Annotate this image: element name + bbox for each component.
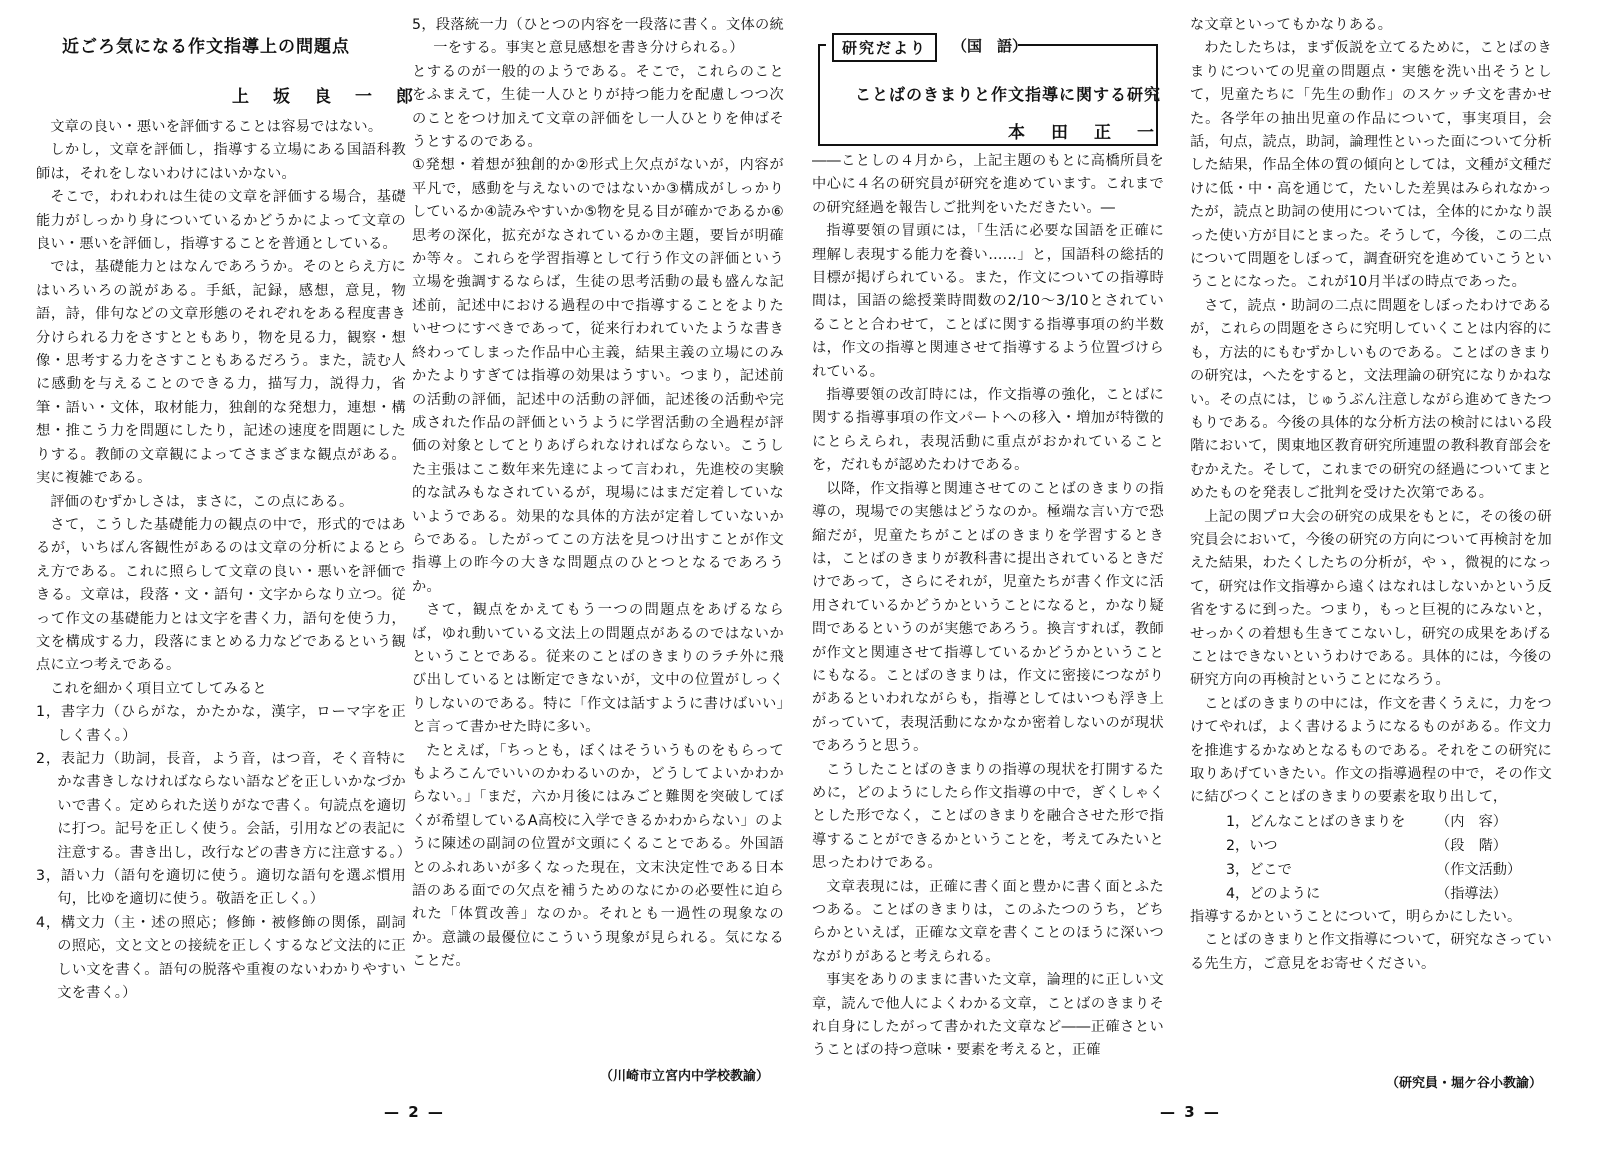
right-article-title: ことばのきまりと作文指導に関する研究	[855, 85, 1162, 104]
paragraph: 文章表現には，正確に書く面と豊かに書く面とふたつある。ことばのきまりは，このふたつのうち，どちらかといえば，正確な文章を書くことのほうに深いつながりがあると考えられる。	[812, 878, 1164, 965]
list-item: 4，構文力（主・述の照応；修飾・被修飾の関係，副詞の照応，文と文との接続を正しくするなど文法的に正しい文を書く。語句の脱落や重複のないわかりやすい文を書く。）	[36, 914, 406, 1002]
list-item-label: 2，いつ	[1226, 837, 1278, 854]
list-item: 3，語い力（語句を適切に使う。適切な語句を選ぶ慣用句，比ゆを適切に使う。敬語を正しく。）	[36, 868, 406, 908]
right-author-affiliation: （研究員・堀ケ谷小教諭）	[1386, 1076, 1543, 1091]
paragraph: さて，読点・助詞の二点に問題をしぼったわけであるが，これらの問題をさらに究明していくことは内容的にも，方法的にもむずかしいものである。ことばのきまりの研究は，へたをすると，文法理論の研究になりかねない。その点には，じゅうぶん注意しながら進めてきたつもりである。今後の具体的な分析方法の検討にはいる段階において，関東地区教育研究所連盟の教科教育部会をむかえた。そして，これまでの研究の経過についてまとめたものを発表しご批判を受けた次第である。	[1190, 297, 1552, 502]
left-column-2	[412, 14, 784, 974]
list-item-tag: （指導法）	[1436, 885, 1507, 902]
paragraph: 指導要領の改訂時には，作文指導の強化，ことばに関する指導事項の作文パートへの移入・増加が特徴的にとらえられ，表現活動に重点がおかれていることを，だれもが認めたわけである。	[812, 387, 1164, 474]
page-number: — 2 —	[384, 1103, 445, 1121]
list-item: 2，表記力（助詞，長音，よう音，はつ音，そく音特にかな書きしなければならない語などを正しいかなづかいで書く。定められた送りがなで書く。句読点を適切に打つ。記号を正しく使う。会話，引用などの表記に注意する。書き出し，改行などの書き方に注意する。）	[36, 750, 412, 861]
list-item	[1190, 810, 1552, 834]
list-item-label: 1，どんなことばのきまりを	[1226, 813, 1406, 830]
list-item-tag: （作文活動）	[1436, 861, 1522, 878]
list-item: 1，書字力（ひらがな，かたかな，漢字，ローマ字を正しく書く。）	[36, 704, 406, 744]
paragraph: こうしたことばのきまりの指導の現状を打開するために，どのようにしたら作文指導の中で，ぎくしゃくとした形でなく，ことばのきまりを融合させた形で指導することができるかということを，考えてみたいと思ったわけである。	[812, 761, 1164, 872]
paragraph: 文章の良い・悪いを評価することは容易ではない。	[50, 119, 383, 135]
paragraph: 上記の関プロ大会の研究の成果をもとに，その後の研究員会において，今後の研究の方向について再検討を加えた結果，わたくしたちの分析が，やゝ，微視的になって，研究は作文指導から遠くはなれはしないかという反省をするに到った。つまり，もっと巨視的にみないと，せっかくの着想も生きてこないし，研究の成果をあげることはできないというわけである。具体的には，今後の研究方向の再検討ということになろう。	[1190, 508, 1552, 689]
right-column-2	[1190, 14, 1552, 976]
paragraph: では，基礎能力とはなんであろうか。そのとらえ方にはいろいろの説がある。手紙，記録，感想，意見，物語，詩，俳句などの文章形態のそれぞれをある程度書き分けられる力をさすとともあり，物を見る力，観察・想像・思考する力をさすこともあるだろう。また，読む人に感動を与えることのできる力，描写力，説得力，省筆・語い・文体，取材能力，独創的な発想力，連想・構想・推こう力を問題にしたり，記述の速度を問題にしたりする。教師の文章観によってさまざまな観点がある。実に複雑である。	[36, 259, 406, 487]
paragraph: たとえば，「ちっとも，ぼくはそういうものをもらってもよろこんでいいのかわるいのか，どうしてよいかわからない。」「まだ，六か月後にはみごと難関を突破してぼくが希望しているA高校に入学できるかわからない」のように陳述の副詞の位置が文頭にくることである。外国語とのふれあいが多くなった現在，文末決定性である日本語のある面での欠点を補うためのなにかの必要性に迫られた「体質改善」なのか。それとも一過性の現象なのか。意識の最優位にこういう現象が見られる。気になることだ。	[412, 742, 784, 970]
list-item-label: 4，どのように	[1226, 885, 1321, 902]
paragraph: ことばのきまりと作文指導について，研究なさっている先生方，ご意見をお寄せください。	[1190, 932, 1552, 972]
list-item	[1190, 834, 1552, 858]
section-subject: （国 語）	[952, 37, 1028, 55]
paragraph: 評価のむずかしさは，まさに，この点にある。	[50, 493, 354, 510]
paragraph: さて，観点をかえてもう一つの問題点をあげるならば，ゆれ動いている文法上の問題点があるのではないかということである。従来のことばのきまりのラチ外に飛び出しているとは断定できないが，文中の位置がしっくりしないのである。特に「作文は話すように書けばいい」と言って書かせた時に多い。	[412, 602, 784, 736]
list-item	[1190, 858, 1552, 882]
paragraph: ことばのきまりの中には，作文を書くうえに，力をつけてやれば，よく書けるようになるものがある。作文力を推進するかなめとなるものである。それをこの研究に取りあげていきたい。作文の指導過程の中で，その作文に結びつくことばのきまりの要素を取り出して，	[1190, 695, 1552, 806]
list-item-tag: （段 階）	[1436, 837, 1507, 854]
left-article-author: 上坂良一郎	[232, 87, 437, 107]
paragraph: 指導するかということについて，明らかにしたい。	[1190, 908, 1522, 925]
right-column-1	[812, 150, 1164, 1063]
paragraph: な文章といってもかなりある。	[1190, 17, 1393, 33]
paragraph: これを細かく項目立てしてみると	[50, 680, 267, 697]
paragraph: 事実をありのままに書いた文章，論理的に正しい文章，読んで他人によくわかる文章，ことばのきまりそれ自身にしたがって書かれた文章など――正確さということばの持つ意味・要素を考えると，正確	[812, 972, 1164, 1059]
paragraph: わたしたちは，まず仮説を立てるために，ことばのきまりについての児童の問題点・実態を洗い出そうとして，児童たちに「先生の動作」のスケッチ文を書かせた。各学年の抽出児童の作品について，事実項目，会話，句点，読点，助詞，論理性といった面について分析した結果，作品全体の質の傾向としては，文種が文種だけに低・中・高を通じて，たいした差異はみられなかったが，読点と助詞の使用については，全体的にかなり誤った使い方が目にとまった。そうして，今後，この二点について問題をしぼって，調査研究を進めていこうということになった。これが10月半ばの時点であった。	[1190, 40, 1552, 291]
paragraph: 指導要領の冒頭には，「生活に必要な国語を正確に理解し表現する能力を養い……」と，国語科の総括的目標が掲げられている。また，作文についての指導時間は，国語の総授業時間数の2/10〜3/10とされていることと合わせて，ことばに関する指導事項の約半数は，作文の指導と関連させて指導するよう位置づけられている。	[812, 223, 1164, 380]
paragraph: しかし，文章を評価し，指導する立場にある国語科教師は，それをしないわけにはいかない。	[36, 142, 406, 182]
paragraph: とするのが一般的のようである。そこで，これらのことをふまえて，生徒一人ひとりが持つ能力を配慮しつつ次のことをつけ加えて文章の評価をし一人ひとりを伸ばそうとするのである。	[412, 63, 784, 151]
paragraph: 以降，作文指導と関連させてのことばのきまりの指導の，現場での実態はどうなのか。極端な言い方で恐縮だが，児童たちがことばのきまりを学習するときは，ことばのきまりが教科書に提出されているときだけであって，さらにそれが，児童たちが書く作文に活用されているかどうかということになると，かなり疑問であるというのが実態であろう。換言すれば，教師が作文と関連させて指導しているかどうかということにもなる。ことばのきまりは，作文に密接につながりがあるといわれながらも，指導としてはいつも浮き上がっていて，表現活動になかなか密着しないのが現状であろうと思う。	[812, 480, 1164, 755]
section-badge: 研究だより	[832, 33, 937, 62]
right-article-author: 本田正一	[1008, 123, 1180, 143]
paragraph: そこで，われわれは生徒の文章を評価する場合，基礎能力がしっかり身についているかどうかによって文章の良い・悪いを評価し，指導することを普通としている。	[36, 189, 406, 253]
list-item: 5，段落統一力（ひとつの内容を一段落に書く。文体の統一をする。事実と意見感想を書き分けられる。）	[412, 17, 784, 57]
list-item	[1190, 882, 1552, 906]
paragraph: さて，こうした基礎能力の観点の中で，形式的ではあるが，いちばん客観性があるのは文章の分析によるとらえ方である。これに照らして文章の良い・悪いを評価できる。文章は，段落・文・語句・文字からなり立つ。従って作文の基礎能力とは文字を書く力，語句を使う力，文を構成する力，段落にまとめる力などであるという観点に立つ考えである。	[36, 516, 406, 674]
paragraph: ①発想・着想が独創的か②形式上欠点がないが，内容が平凡で，感動を与えないのではないか③構成がしっかりしているか④読みやすいか⑤物を見る目が確かであるか⑥思考の深化，拡充がなされているか⑦主題，要旨が明確か等々。これらを学習指導として行う作文の評価という立場を強調するならば，生徒の思考活動の最も盛んな記述前，記述中における過程の中で指導することをよりたいせつにすべきであって，従来行われていたような書き終わってしまった作品中心主義，結果主義の立場にのみかたよりすぎては指導の効果はうすい。つまり，記述前の活動の評価，記述中の活動の評価，記述後の活動や完成された作品の評価というように学習活動の全過程が評価の対象としてとりあげられなければならない。こうした主張はここ数年来先達によって言われ，先進校の実験的な試みもなされているが，現場にはまだ定着していないようである。効果的な具体的方法が定着していないからである。したがってこの方法を見つけ出すことが作文指導上の昨今の大きな問題点のひとつとなるであろうか。	[412, 157, 784, 595]
list-item-label: 3，どこで	[1226, 861, 1292, 878]
paragraph: ――ことしの４月から，上記主題のもとに高橋所員を中心に４名の研究員が研究を進めています。これまでの研究経過を報告しご批判をいただきたい。―	[812, 153, 1164, 216]
left-article-title: 近ごろ気になる作文指導上の問題点	[62, 37, 350, 57]
left-author-affiliation: （川崎市立宮内中学校教諭）	[600, 1069, 770, 1084]
left-column-1	[36, 116, 412, 1005]
page-number: — 3 —	[1160, 1103, 1221, 1121]
list-item-tag: （内 容）	[1436, 813, 1507, 830]
